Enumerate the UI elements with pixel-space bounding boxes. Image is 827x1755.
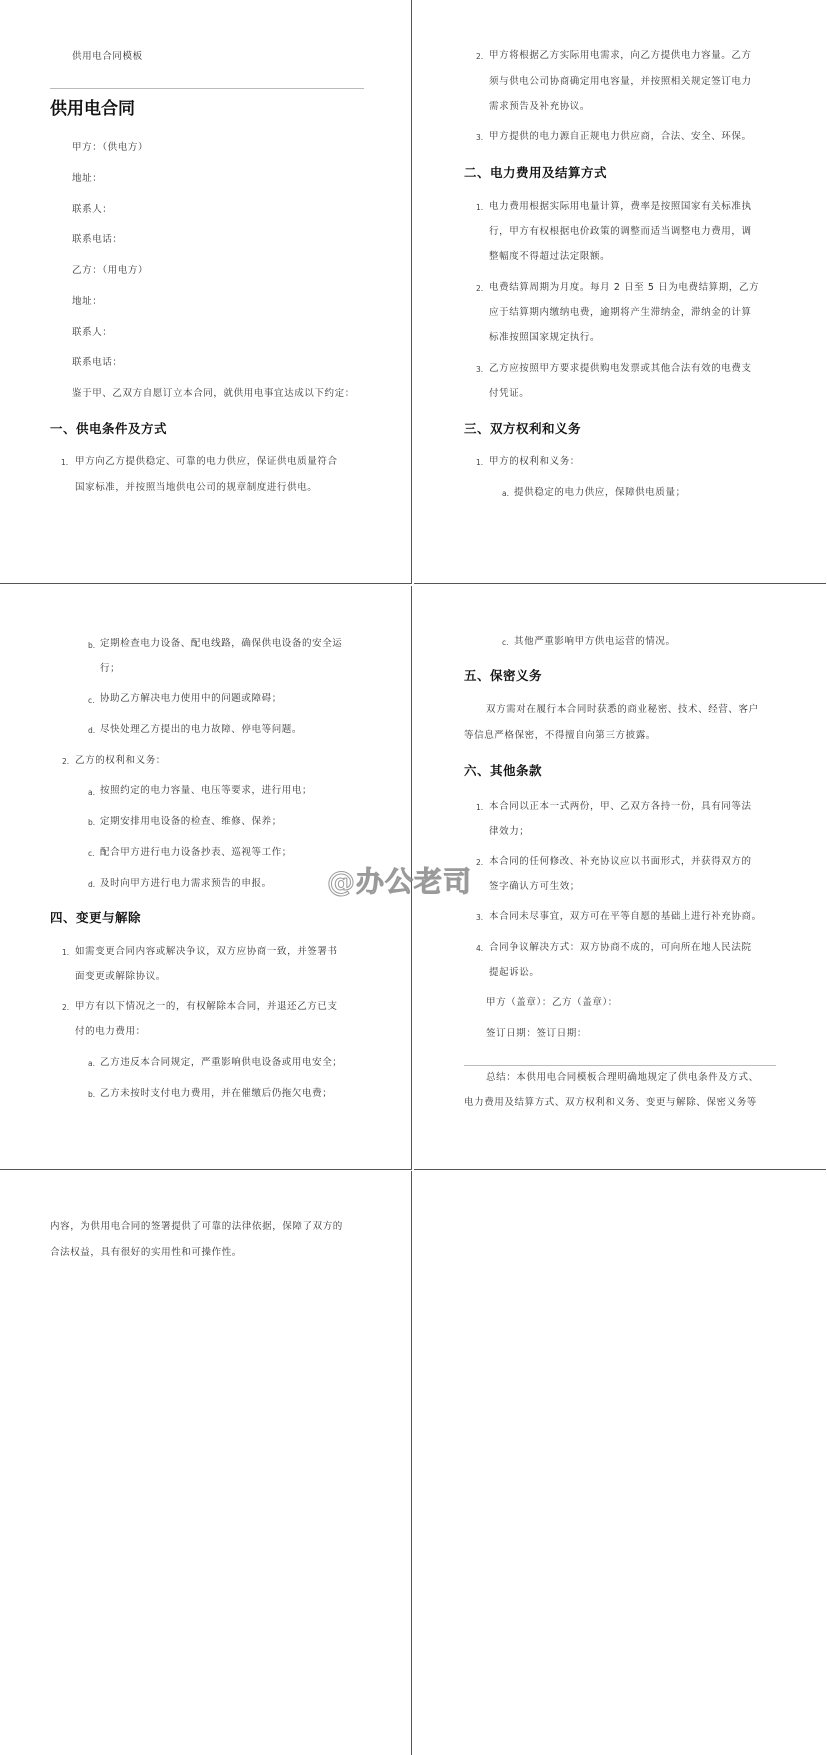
page-header: 供用电合同模板 — [72, 51, 143, 62]
sub-list-letter: c. — [88, 696, 95, 705]
sub-list-letter: c. — [88, 849, 95, 858]
list-number: 3. — [476, 365, 484, 374]
list-item-text: 标准按照国家规定执行。 — [489, 332, 601, 343]
list-item-text: 乙方应按照甲方要求提供购电发票或其他合法有效的电费支 — [489, 363, 752, 374]
list-item-text: 本合同以正本一式两份，甲、乙双方各持一份，具有同等法 — [489, 801, 752, 812]
list-item-text: 本合同的任何修改、补充协议应以书面形式，并获得双方的 — [489, 856, 752, 867]
sub-list-text: 按照约定的电力容量、电压等要求，进行用电； — [100, 785, 313, 796]
list-number: 1. — [476, 803, 484, 812]
sub-list-text: 协助乙方解决电力使用中的问题或障碍； — [100, 693, 282, 704]
sub-list-letter: b. — [88, 818, 96, 827]
sub-list-text: 提供稳定的电力供应，保障供电质量； — [514, 487, 686, 498]
list-item-text: 合同争议解决方式：双方协商不成的，可向所在地人民法院 — [489, 942, 752, 953]
sub-list-letter: d. — [88, 880, 96, 889]
sign-date-line: 签订日期：签订日期： — [486, 1028, 588, 1039]
list-item-text: 面变更或解除协议。 — [75, 971, 166, 982]
preamble: 鉴于甲、乙双方自愿订立本合同，就供用电事宜达成以下约定： — [72, 388, 355, 399]
summary-line: 内容，为供用电合同的签署提供了可靠的法律依据，保障了双方的 — [50, 1221, 343, 1232]
list-item-text: 国家标准，并按照当地供电公司的规章制度进行供电。 — [75, 482, 318, 493]
section-1-title: 一、供电条件及方式 — [50, 421, 168, 436]
section-5-title: 五、保密义务 — [464, 668, 543, 683]
list-item-text: 甲方将根据乙方实际用电需求，向乙方提供电力容量。乙方 — [489, 50, 752, 61]
list-number: 3. — [476, 913, 484, 922]
page-4 — [414, 586, 826, 1170]
list-item-text: 本合同未尽事宜，双方可在平等自愿的基础上进行补充协商。 — [489, 911, 762, 922]
sub-list-letter: a. — [502, 489, 509, 498]
list-number: 2. — [62, 1003, 70, 1012]
sub-list-text: 配合甲方进行电力设备抄表、巡视等工作； — [100, 847, 292, 858]
list-item-text: 需求预告及补充协议。 — [489, 101, 591, 112]
watermark: @办公老司 — [327, 865, 473, 898]
seal-line: 甲方（盖章）：乙方（盖章）： — [486, 997, 618, 1008]
sub-list-letter: a. — [88, 788, 95, 797]
list-number: 2. — [476, 52, 484, 61]
list-number: 2. — [62, 757, 70, 766]
contact-b: 联系人： — [72, 327, 113, 338]
list-item-text: 电力费用根据实际用电量计算，费率是按照国家有关标准执 — [489, 201, 752, 212]
section-3-title: 三、双方权利和义务 — [464, 421, 582, 436]
phone-b: 联系电话： — [72, 357, 123, 368]
document-title: 供用电合同 — [50, 99, 135, 119]
list-item-text: 电费结算周期为月度。每月 2 日至 5 日为电费结算期，乙方 — [489, 282, 760, 293]
list-item-text: 付的电力费用： — [75, 1026, 146, 1037]
sub-list-text: 乙方未按时支付电力费用，并在催缴后仍拖欠电费； — [100, 1088, 333, 1099]
list-item-text: 甲方的权利和义务： — [489, 456, 580, 467]
section-6-title: 六、其他条款 — [464, 763, 543, 778]
contact-a: 联系人： — [72, 204, 113, 215]
sub-list-letter: b. — [88, 1090, 96, 1099]
sub-list-text: 其他严重影响甲方供电运营的情况。 — [514, 636, 676, 647]
list-item-text: 整幅度不得超过法定限额。 — [489, 251, 611, 262]
page-6 — [414, 1171, 826, 1755]
address-b: 地址： — [72, 296, 103, 307]
list-item-text: 如需变更合同内容或解决争议，双方应协商一致，并签署书 — [75, 946, 338, 957]
address-a: 地址： — [72, 173, 103, 184]
section-2-title: 二、电力费用及结算方式 — [464, 165, 608, 180]
sub-list-text: 乙方违反本合同规定，严重影响供电设备或用电安全； — [100, 1057, 343, 1068]
party-b: 乙方：（用电方） — [72, 265, 149, 276]
list-item-text: 甲方有以下情况之一的，有权解除本合同，并退还乙方已支 — [75, 1001, 338, 1012]
section-4-title: 四、变更与解除 — [50, 910, 142, 925]
list-number: 3. — [476, 133, 484, 142]
list-item-text: 乙方的权利和义务： — [75, 755, 166, 766]
page-1 — [0, 0, 412, 584]
summary-line: 电力费用及结算方式、双方权利和义务、变更与解除、保密义务等 — [464, 1097, 757, 1108]
page-5 — [0, 1171, 412, 1755]
list-item-text: 甲方向乙方提供稳定、可靠的电力供应，保证供电质量符合 — [75, 456, 338, 467]
list-item-text: 付凭证。 — [489, 388, 530, 399]
list-number: 4. — [476, 944, 484, 953]
sub-list-letter: b. — [88, 641, 96, 650]
sub-list-text: 尽快处理乙方提出的电力故障、停电等问题。 — [100, 724, 303, 735]
list-item-text: 应于结算期内缴纳电费，逾期将产生滞纳金，滞纳金的计算 — [489, 307, 752, 318]
list-item-text: 提起诉讼。 — [489, 967, 540, 978]
list-number: 1. — [476, 203, 484, 212]
paragraph-line: 等信息严格保密，不得擅自向第三方披露。 — [464, 730, 656, 741]
list-item-text: 签字确认方可生效； — [489, 881, 580, 892]
list-item-text: 须与供电公司协商确定用电容量，并按照相关规定签订电力 — [489, 76, 752, 87]
party-a: 甲方：（供电方） — [72, 142, 149, 153]
list-number: 1. — [476, 458, 484, 467]
summary-line: 合法权益，具有很好的实用性和可操作性。 — [50, 1247, 242, 1258]
page-2 — [414, 0, 826, 584]
sub-list-text: 及时向甲方进行电力需求预告的申报。 — [100, 878, 272, 889]
phone-a: 联系电话： — [72, 234, 123, 245]
sub-list-letter: a. — [88, 1059, 95, 1068]
summary-rule — [464, 1065, 776, 1066]
sub-list-letter: d. — [88, 726, 96, 735]
summary-line: 总结：本供用电合同模板合理明确地规定了供电条件及方式、 — [486, 1072, 759, 1083]
sub-list-text: 定期安排用电设备的检查、维修、保养； — [100, 816, 282, 827]
list-number: 1. — [61, 458, 69, 467]
sub-list-text: 定期检查电力设备、配电线路，确保供电设备的安全运 — [100, 638, 343, 649]
list-item-text: 行，甲方有权根据电价政策的调整而适当调整电力费用，调 — [489, 226, 752, 237]
list-item-text: 律效力； — [489, 826, 530, 837]
list-number: 2. — [476, 284, 484, 293]
sub-list-text: 行； — [100, 663, 121, 674]
sub-list-letter: c. — [502, 638, 509, 647]
list-item-text: 甲方提供的电力源自正规电力供应商，合法、安全、环保。 — [489, 131, 752, 142]
header-rule — [50, 88, 364, 89]
paragraph-line: 双方需对在履行本合同时获悉的商业秘密、技术、经营、客户 — [486, 704, 759, 715]
list-number: 1. — [62, 948, 70, 957]
list-number: 2. — [476, 858, 484, 867]
